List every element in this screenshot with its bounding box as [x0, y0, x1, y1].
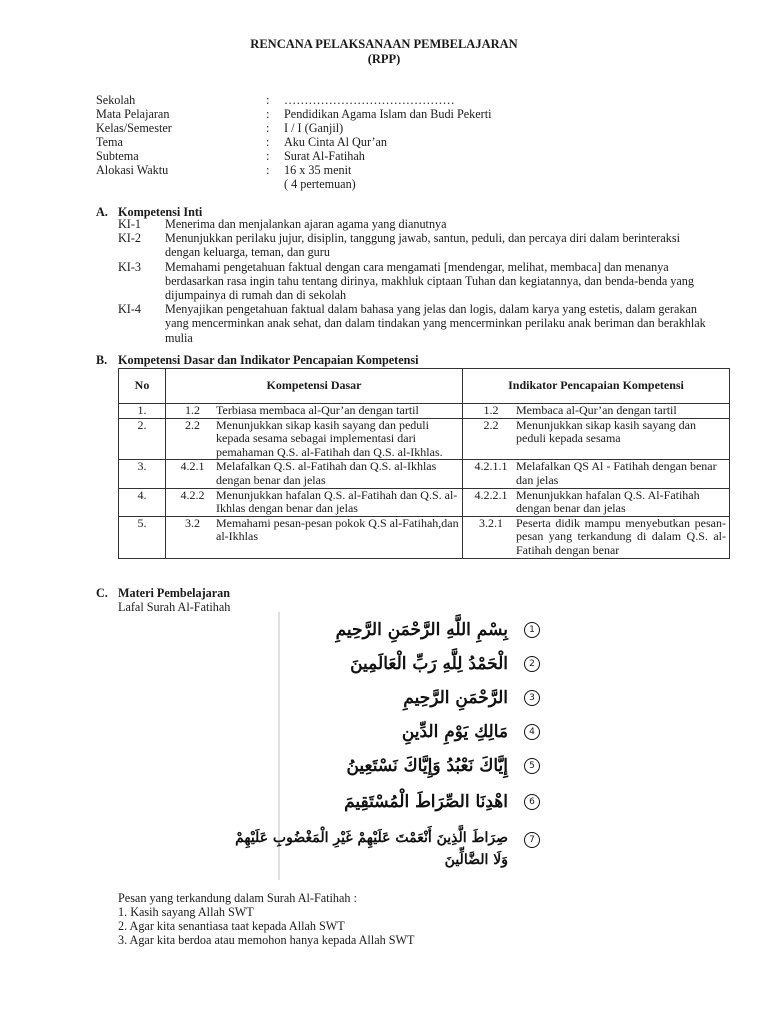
identity-row: Kelas/Semester : I / I (Ganjil): [96, 121, 344, 135]
pesan-block: [118, 891, 414, 947]
identity-label: Tema: [96, 135, 123, 149]
list-item: 3. Agar kita berdoa atau memohon hanya kepada Allah SWT: [118, 933, 415, 947]
identity-label: Alokasi Waktu: [96, 163, 169, 177]
ayah-text: بِسْمِ اللَّهِ الرَّحْمَنِ الرَّحِيمِ: [335, 620, 508, 640]
table-header-row: [119, 369, 730, 404]
section-b-heading: B. Kompetensi Dasar dan Indikator Pencapaian Kompetensi: [96, 353, 419, 367]
ayah-number-icon: 1: [524, 622, 540, 638]
identity-row: Alokasi Waktu : 16 x 35 menit: [96, 163, 352, 177]
identity-value: 16 x 35 menit: [284, 163, 352, 177]
pesan-intro: Pesan yang terkandung dalam Surah Al-Fatihah :: [118, 891, 357, 905]
ayah-row: [280, 786, 548, 820]
list-item: 1. Kasih sayang Allah SWT: [118, 905, 254, 919]
identity-row: Mata Pelajaran : Pendidikan Agama Islam dan Budi Pekerti: [96, 107, 492, 121]
ki-list: [118, 217, 718, 345]
ayah-number-icon: 2: [524, 656, 540, 672]
ayah-number-icon: 3: [524, 690, 540, 706]
list-item: 2. Agar kita senantiasa taat kepada Allah SWT: [118, 919, 345, 933]
ayah-row: [280, 750, 548, 784]
ayah-text: اهْدِنَا الصِّرَاطَ الْمُسْتَقِيمَ: [344, 792, 508, 812]
section-c-heading: C. Materi Pembelajaran: [96, 586, 231, 600]
ayah-row: [280, 614, 548, 648]
list-item: KI-1 Menerima dan menjalankan ajaran agama yang dianutnya: [118, 217, 447, 231]
competency-table: [118, 368, 730, 559]
identity-row: [96, 177, 492, 191]
identity-row: Tema : Aku Cinta Al Qur’an: [96, 135, 388, 149]
ayah-row: [280, 648, 548, 682]
identity-row: Subtema : Surat Al-Fatihah: [96, 149, 365, 163]
ayah-row: [280, 846, 548, 880]
identity-row: Sekolah : ……………………………………: [96, 93, 455, 107]
ayah-text: إِيَّاكَ نَعْبُدُ وَإِيَّاكَ نَسْتَعِينُ: [346, 756, 508, 776]
identity-value: Surat Al-Fatihah: [284, 149, 365, 163]
identity-label: Kelas/Semester: [96, 121, 172, 135]
document-subtitle: (RPP): [367, 52, 401, 66]
col-header-no: No: [119, 369, 166, 404]
ayah-text: مَالِكِ يَوْمِ الدِّينِ: [401, 722, 508, 742]
table-row: 3. 4.2.1 Melafalkan Q.S. al-Fatihah dan Q.S. al-Ikhlas dengan benar dan jelas 4.2.1.1 Melafalkan QS Al - Fatihah dengan benar dan jelas: [119, 460, 730, 488]
ayah-number-icon: 7: [524, 832, 540, 848]
identity-value: Pendidikan Agama Islam dan Budi Pekerti: [284, 107, 492, 121]
surah-al-fatihah-image: [235, 612, 548, 880]
identity-value: ……………………………………: [284, 93, 455, 107]
table-row: 5. 3.2 Memahami pesan-pesan pokok Q.S al-Fatihah,dan al-Ikhlas 3.2.1 Peserta didik mampu menyebutkan pesan-pesan yang terkandung di dalam Q.S. al-Fatihah dengan benar: [119, 516, 730, 558]
identity-value: Aku Cinta Al Qur’an: [284, 135, 388, 149]
ayah-text: الْحَمْدُ لِلَّهِ رَبِّ الْعَالَمِينَ: [350, 654, 508, 674]
materi-subtitle: Lafal Surah Al-Fatihah: [118, 600, 231, 614]
ayah-text: صِرَاطَ الَّذِينَ أَنْعَمْتَ عَلَيْهِمْ غَيْرِ الْمَغْضُوبِ عَلَيْهِمْ: [235, 830, 508, 846]
identity-label: Mata Pelajaran: [96, 107, 170, 121]
col-header-kd: Kompetensi Dasar: [166, 369, 463, 404]
table-row: 1. 1.2 Terbiasa membaca al-Qur’an dengan tartil 1.2 Membaca al-Qur’an dengan tartil: [119, 404, 730, 419]
table-row: 2. 2.2 Menunjukkan sikap kasih sayang dan peduli kepada sesama sebagai implementasi dari pemahaman Q.S. al-Fatihah dan Q.S. al-Ikhlas. 2.2 Menunjukkan sikap kasih sayang dan peduli kepada sesama: [119, 418, 730, 460]
identity-value: I / I (Ganjil): [284, 121, 344, 135]
ayah-number-icon: 6: [524, 794, 540, 810]
list-item: KI-4 Menyajikan pengetahuan faktual dalam bahasa yang jelas dan logis, dalam karya yang estetis, dalam gerakan yang mencerminkan anak sehat, dan dalam tindakan yang mencerminkan perilaku anak beriman dan berakhlak mulia: [118, 302, 706, 345]
ayah-row: [280, 716, 548, 750]
document-title: RENCANA PELAKSANAAN PEMBELAJARAN: [250, 37, 518, 51]
list-item: KI-3 Memahami pengetahuan faktual dengan cara mengamati [mendengar, melihat, membaca] dan menanya berdasarkan rasa ingin tahu tentang dirinya, makhluk ciptaan Tuhan dan kegiatannya, dan benda-benda yang dijumpainya di rumah dan di sekolah: [118, 259, 694, 303]
list-item: KI-2 Menunjukkan perilaku jujur, disiplin, tanggung jawab, santun, peduli, dan percaya diri dalam berinteraksi dengan keluarga, teman, dan guru: [118, 231, 680, 260]
ayah-row: [280, 682, 548, 716]
ayah-number-icon: 5: [524, 758, 540, 774]
ayah-text: الرَّحْمَنِ الرَّحِيمِ: [403, 688, 508, 708]
identity-label: Sekolah: [96, 93, 136, 107]
identity-label: Subtema: [96, 149, 139, 163]
ayah-number-icon: 4: [524, 724, 540, 740]
col-header-ipk: Indikator Pencapaian Kompetensi: [463, 369, 730, 404]
section-a-heading: A. Kompetensi Inti: [96, 205, 203, 219]
ayah-text: وَلَا الضَّالِّينَ: [444, 852, 508, 868]
table-row: 4. 4.2.2 Menunjukkan hafalan Q.S. al-Fatihah dan Q.S. al-Ikhlas dengan benar dan jelas 4.2.2.1 Menunjukkan hafalan Q.S. Al-Fatihah dengan benar dan jelas: [119, 488, 730, 516]
identity-block: [96, 93, 492, 191]
identity-extra: ( 4 pertemuan): [284, 177, 356, 191]
